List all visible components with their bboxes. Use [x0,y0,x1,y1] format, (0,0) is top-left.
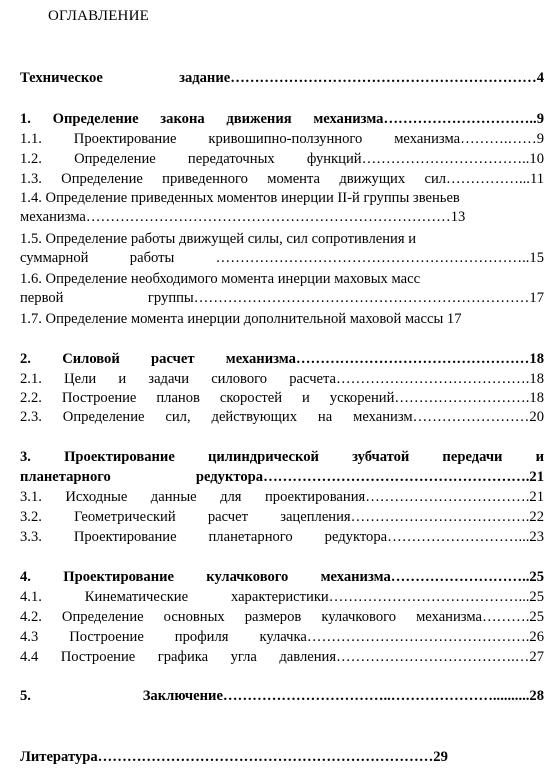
toc-entry-1-4-cont: механизма…………………………………………………………………13 [20,209,466,225]
toc-entry-technical-task: Техническое задание………………………………………………………4 [20,70,544,86]
toc-entry-literature: Литература……………………………………………………………29 [20,749,448,765]
toc-entry-2-3: 2.3. Определение сил, действующих на механизм……………………20 [20,409,544,425]
toc-entry-3-1: 3.1. Исходные данные для проектирования…………………………….21 [20,489,544,505]
toc-entry-1-7: 1.7. Определение момента инерции дополнительной маховой массы 17 [20,311,462,327]
toc-entry-2-2: 2.2. Построение планов скоростей и ускорений……………………….18 [20,390,544,406]
toc-entry-section-3: 3. Проектирование цилиндрической зубчатой передачи и [20,449,544,465]
toc-entry-section-4: 4. Проектирование кулачкового механизма………………………..25 [20,569,544,585]
toc-entry-section-1: 1. Определение закона движения механизма…………………………..9 [20,111,544,127]
toc-entry-section-2: 2. Силовой расчет механизма…………………………………………18 [20,351,544,367]
toc-entry-4-4: 4.4 Построение графика угла давления……………………………….…27 [20,649,544,665]
toc-entry-1-4: 1.4. Определение приведенных моментов инерции II-й группы звеньев [20,190,460,206]
toc-entry-4-3: 4.3 Построение профиля кулачка……………………………………….26 [20,629,544,645]
toc-entry-3-2: 3.2. Геометрический расчет зацепления……………………………….22 [20,509,544,525]
toc-entry-1-2: 1.2. Определение передаточных функций……………………………..10 [20,151,544,167]
toc-entry-4-1: 4.1. Кинематические характеристики…………………………………...25 [20,589,544,605]
page-title: ОГЛАВЛЕНИЕ [48,8,149,24]
toc-entry-1-5-cont: суммарной работы ………………………………………………………..15 [20,250,544,266]
toc-entry-1-6: 1.6. Определение необходимого момента инерции маховых масс [20,271,421,287]
toc-entry-conclusion: 5. Заключение……………………………..…………………..........28 [20,688,544,704]
toc-entry-1-1: 1.1. Проектирование кривошипно-ползунного механизма……….……9 [20,131,544,147]
toc-entry-1-6-cont: первой группы……………………………………………………………17 [20,290,544,306]
toc-entry-1-3: 1.3. Определение приведенного момента движущих сил……………...11 [20,171,544,187]
toc-entry-1-5: 1.5. Определение работы движущей силы, сил сопротивления и [20,231,417,247]
toc-entry-3-3: 3.3. Проектирование планетарного редуктора………………………...23 [20,529,544,545]
toc-entry-section-3-cont: планетарного редуктора……………………………………………….21 [20,469,544,485]
toc-entry-4-2: 4.2. Определение основных размеров кулачкового механизма……….25 [20,609,544,625]
toc-entry-2-1: 2.1. Цели и задачи силового расчета………………………………….18 [20,371,544,387]
